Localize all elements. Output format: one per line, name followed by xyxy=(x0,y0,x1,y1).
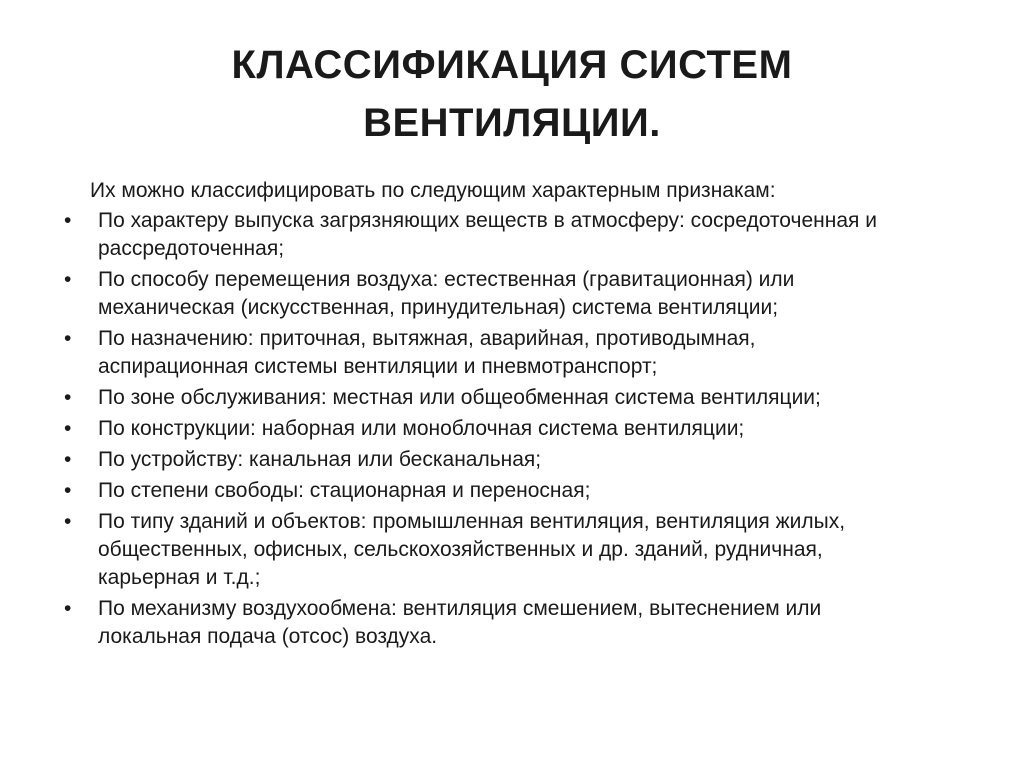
list-item-line: По способу перемещения воздуха: естественная (гравитационная) или xyxy=(98,268,795,291)
list-item-line: По зоне обслуживания: местная или общеобменная система вентиляции; xyxy=(98,386,821,409)
list-item xyxy=(64,446,974,474)
list-item-line: общественных, офисных, сельскохозяйственных и др. зданий, рудничная, xyxy=(98,538,823,561)
list-item-line: локальная подача (отсос) воздуха. xyxy=(98,625,438,648)
slide-title-line: ВЕНТИЛЯЦИИ. xyxy=(363,101,661,145)
list-item xyxy=(64,508,974,592)
list-item xyxy=(64,384,974,412)
list-item-line: рассредоточенная; xyxy=(98,237,285,260)
list-item-line: карьерная и т.д.; xyxy=(98,566,261,589)
list-item xyxy=(64,415,974,443)
list-item-text xyxy=(98,384,974,412)
list-item-line: По устройству: канальная или бесканальная; xyxy=(98,448,542,471)
list-item-text xyxy=(98,415,974,443)
slide-title-line: КЛАССИФИКАЦИЯ СИСТЕМ xyxy=(231,43,793,87)
list-item-text xyxy=(98,508,974,592)
list-item-line: По характеру выпуска загрязняющих веществ в атмосферу: сосредоточенная и xyxy=(98,209,877,232)
list-item xyxy=(64,207,974,263)
list-item-line: По степени свободы: стационарная и переносная; xyxy=(98,479,591,502)
intro-text: Их можно классифицировать по следующим характерным признакам: xyxy=(90,179,776,202)
list-item-text xyxy=(98,325,974,381)
bullet-icon: • xyxy=(64,597,72,620)
list-item-line: По типу зданий и объектов: промышленная вентиляция, вентиляция жилых, xyxy=(98,510,846,533)
list-item-text xyxy=(98,595,974,651)
bullet-icon: • xyxy=(64,417,72,440)
list-item-text xyxy=(98,477,974,505)
list-item xyxy=(64,595,974,651)
list-item-text xyxy=(98,207,974,263)
bullet-icon: • xyxy=(64,268,72,291)
bullet-icon: • xyxy=(64,209,72,232)
bullet-icon: • xyxy=(64,479,72,502)
list-item-line: механическая (искусственная, принудительная) система вентиляции; xyxy=(98,296,779,319)
slide-body xyxy=(64,177,974,654)
list-item xyxy=(64,477,974,505)
classification-list xyxy=(64,207,974,651)
list-item xyxy=(64,325,974,381)
list-item-line: аспирационная системы вентиляции и пневмотранспорт; xyxy=(98,355,658,378)
list-item-line: По назначению: приточная, вытяжная, аварийная, противодымная, xyxy=(98,327,756,350)
list-item xyxy=(64,266,974,322)
slide-title xyxy=(80,36,944,152)
bullet-icon: • xyxy=(64,386,72,409)
bullet-icon: • xyxy=(64,510,72,533)
bullet-icon: • xyxy=(64,327,72,350)
list-item-text xyxy=(98,266,974,322)
list-item-text xyxy=(98,446,974,474)
bullet-icon: • xyxy=(64,448,72,471)
list-item-line: По механизму воздухообмена: вентиляция смешением, вытеснением или xyxy=(98,597,822,620)
list-item-line: По конструкции: наборная или моноблочная система вентиляции; xyxy=(98,417,745,440)
